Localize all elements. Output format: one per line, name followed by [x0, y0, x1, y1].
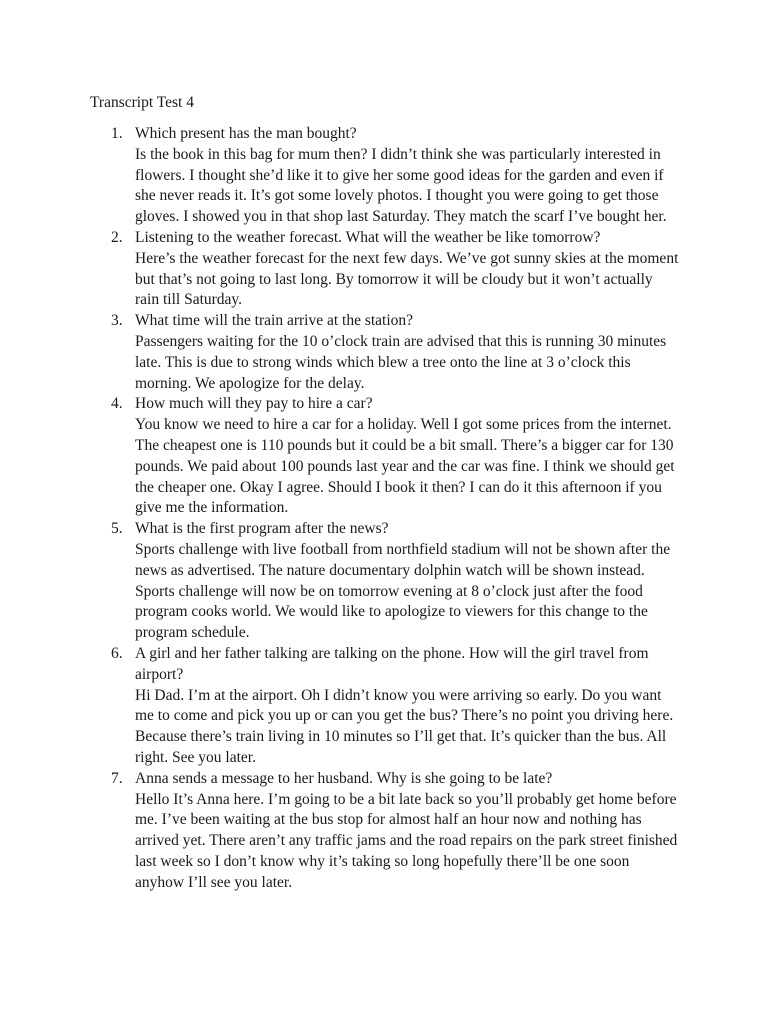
list-item [0, 644, 680, 769]
item-transcript: Here’s the weather forecast for the next few days. We’ve got sunny skies at the moment but that’s not going to last long. By tomorrow it will be cloudy but it won’t actually rain till Saturday. [135, 249, 679, 309]
list-item [0, 311, 680, 394]
item-number: 2. [111, 228, 123, 246]
item-transcript: Passengers waiting for the 10 o’clock train are advised that this is running 30 minutes late. This is due to strong winds which blew a tree onto the line at 3 o’clock this morning. We apologize for the delay. [135, 332, 667, 392]
item-number: 4. [111, 395, 123, 413]
item-transcript: Hello It’s Anna here. I’m going to be a bit late back so you’ll probably get home before me. I’ve been waiting at the bus stop for almost half an hour now and nothing has arrived yet. There aren’t any traffic jams and the road repairs on the park street finished last week so I don’t know why it’s taking so long hopefully there’ll be one soon anyhow I’ll see you later. [135, 790, 678, 891]
item-question: Anna sends a message to her husband. Why is she going to be late? [135, 769, 553, 787]
transcript-list [0, 124, 768, 893]
list-item [0, 124, 680, 228]
item-question: A girl and her father talking are talking on the phone. How will the girl travel from airport? [135, 644, 649, 683]
list-item [0, 228, 680, 311]
item-number: 6. [111, 644, 123, 662]
list-item [0, 394, 680, 519]
item-question: What is the first program after the news? [135, 520, 389, 538]
item-transcript: You know we need to hire a car for a holiday. Well I got some prices from the internet. The cheapest one is 110 pounds but it could be a bit small. There’s a bigger car for 130 pounds. We paid about 100 pounds last year and the car was fine. I think we should get the cheaper one. Okay I agree. Should I book it then? I can do it this afternoon if you give me the information. [135, 416, 675, 517]
item-transcript: Sports challenge with live football from northfield stadium will not be shown after the news as advertised. The nature documentary dolphin watch will be shown instead. Sports challenge will now be on tomorrow evening at 8 o’clock just after the food program cooks world. We would like to apologize to viewers for this change to the program schedule. [135, 540, 671, 642]
item-transcript: Hi Dad. I’m at the airport. Oh I didn’t know you were arriving so early. Do you want me to come and pick you up or can you get the bus? There’s no point you driving here. Because there’s train living in 10 minutes so I’ll get that. It’s quicker than the bus. All right. See you later. [135, 686, 674, 766]
item-number: 5. [111, 520, 123, 538]
item-number: 3. [111, 312, 123, 330]
item-question: How much will they pay to hire a car? [135, 395, 373, 413]
list-item [0, 769, 680, 894]
item-number: 1. [111, 125, 123, 142]
item-transcript: Is the book in this bag for mum then? I didn’t think she was particularly interested in flowers. I thought she’d like it to give her some good ideas for the garden and even if she never reads it. It’s got some lovely photos. I thought you were going to get those gloves. I showed you in that shop last Saturday. They match the scarf I’ve bought her. [135, 145, 667, 226]
item-question: Which present has the man bought? [135, 125, 357, 142]
item-question: Listening to the weather forecast. What will the weather be like tomorrow? [135, 228, 601, 246]
document-title: Transcript Test 4 [90, 94, 194, 111]
list-item [0, 519, 680, 644]
item-question: What time will the train arrive at the station? [135, 312, 414, 330]
item-number: 7. [111, 769, 123, 787]
